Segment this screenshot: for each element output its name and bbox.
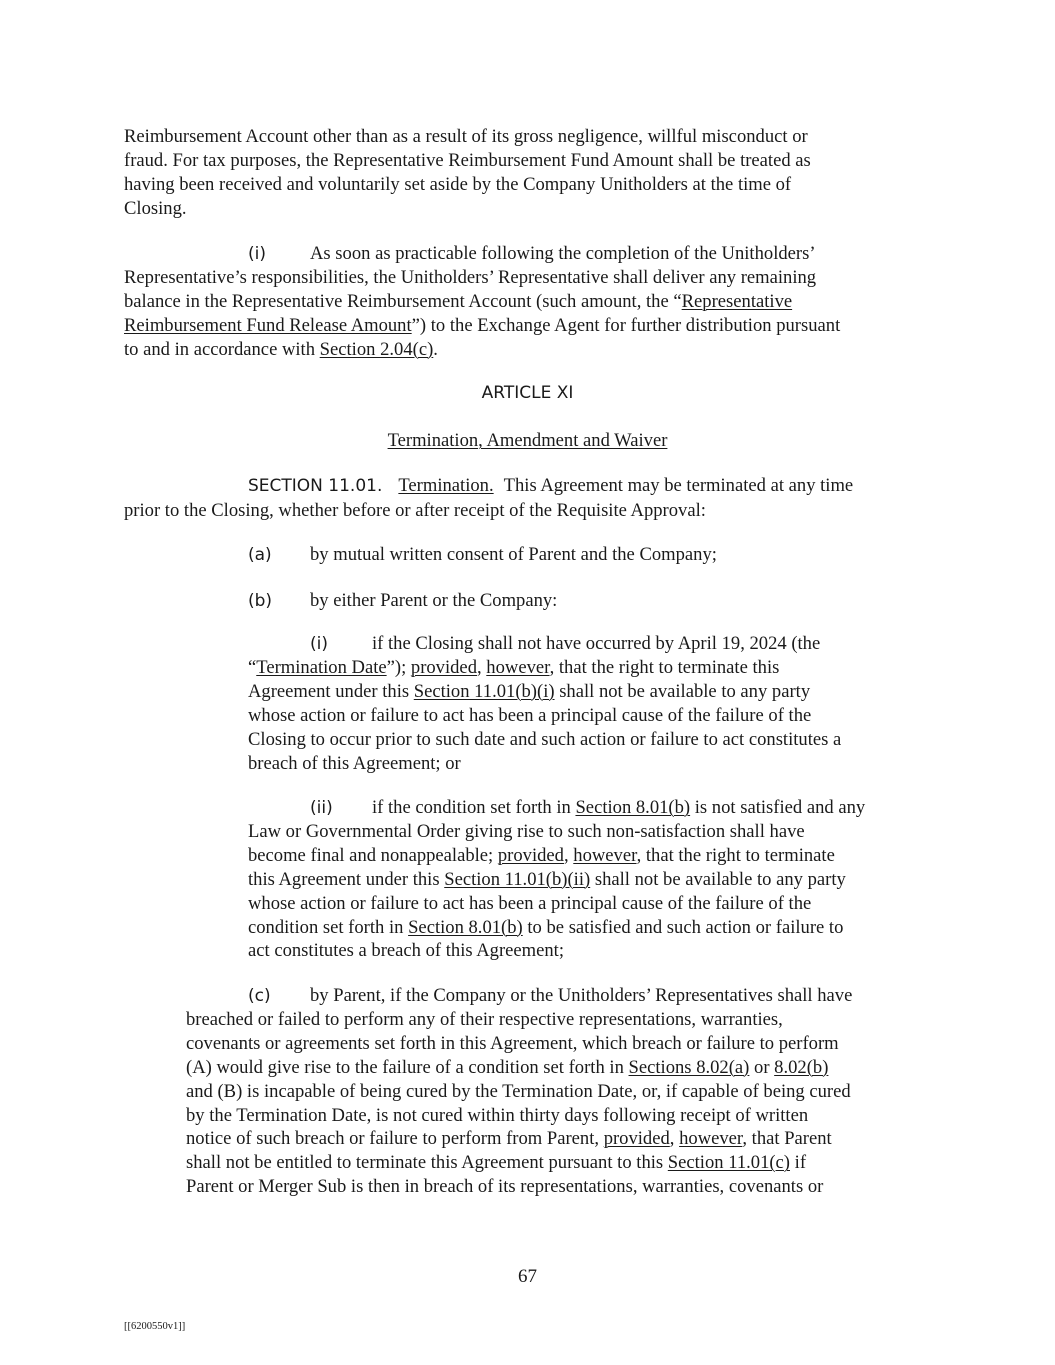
line: prior to the Closing, whether before or after receipt of the Requisite Approval: — [124, 499, 706, 521]
line: notice of such breach or failure to perform from Parent, provided, however, that Parent — [186, 1128, 832, 1150]
defined-term-link: Representative — [681, 290, 793, 312]
line: Parent or Merger Sub is then in breach of its representations, warranties, covenants or — [186, 1176, 824, 1198]
line: shall not be entitled to terminate this Agreement pursuant to this Section 11.01(c) if — [186, 1152, 807, 1174]
clause-b-text: by either Parent or the Company: — [310, 590, 558, 611]
section-number: SECTION 11.01. — [248, 476, 383, 496]
section-11-01 — [124, 474, 853, 523]
defined-term-link: Reimbursement Fund Release Amount — [124, 314, 412, 336]
line: act constitutes a breach of this Agreement; — [248, 940, 564, 962]
line: if the condition set forth in Section 8.01(b) is not satisfied and any — [372, 797, 866, 818]
line: and (B) is incapable of being cured by the Termination Date, or, if capable of being cured — [186, 1080, 851, 1102]
article-number: ARTICLE XI — [481, 383, 574, 403]
line: breached or failed to perform any of their respective representations, warranties, — [186, 1008, 783, 1030]
line: SECTION 11.01. Termination. This Agreement may be terminated at any time — [248, 475, 854, 496]
clause-c — [186, 984, 852, 1199]
defined-term-link: Termination Date — [256, 656, 387, 678]
line: breach of this Agreement; or — [248, 752, 461, 774]
section-reference: Section 8.01(b) — [408, 916, 523, 938]
line: covenants or agreements set forth in this Agreement, which breach or failure to perform — [186, 1032, 839, 1054]
clause-label-b-ii: (ii) — [310, 798, 333, 818]
section-reference: Section 11.01(b)(i) — [413, 680, 555, 702]
line: if the Closing shall not have occurred by April 19, 2024 (the — [372, 633, 821, 654]
line: Representative’s responsibilities, the Unitholders’ Representative shall deliver any remaining — [124, 266, 817, 288]
line: become final and nonappealable; provided, however, that the right to terminate — [248, 844, 835, 866]
section-reference: Section 11.01(c) — [667, 1152, 790, 1174]
line: Closing. — [124, 197, 187, 219]
line: to and in accordance with Section 2.04(c). — [124, 338, 438, 360]
paragraph-intro — [124, 125, 811, 221]
section-reference: Section 2.04(c) — [319, 338, 434, 360]
line: Closing to occur prior to such date and such action or failure to act constitutes a — [248, 728, 842, 750]
line: Reimbursement Account other than as a result of its gross negligence, willful misconduct or — [124, 126, 808, 147]
line: Law or Governmental Order giving rise to such non-satisfaction shall have — [248, 820, 805, 842]
paragraph-i — [124, 242, 840, 362]
clause-a-text: by mutual written consent of Parent and the Company; — [310, 544, 717, 565]
section-heading: Termination. — [398, 475, 494, 496]
section-reference: Sections 8.02(a) — [628, 1056, 750, 1078]
clause-label-i: (i) — [248, 244, 266, 264]
line: by Parent, if the Company or the Unitholders’ Representatives shall have — [310, 985, 853, 1006]
clause-label-c: (c) — [248, 986, 271, 1006]
line: Agreement under this Section 11.01(b)(i) shall not be available to any party — [248, 680, 811, 702]
page-number: 67 — [518, 1266, 537, 1287]
line: by the Termination Date, is not cured within thirty days following receipt of written — [186, 1104, 809, 1126]
line: whose action or failure to act has been a principal cause of the failure of the — [248, 704, 812, 726]
section-reference: 8.02(b) — [774, 1056, 829, 1078]
line: Reimbursement Fund Release Amount”) to the Exchange Agent for further distribution pursuant — [124, 314, 841, 336]
line: whose action or failure to act has been a principal cause of the failure of the — [248, 892, 812, 914]
line: fraud. For tax purposes, the Representative Reimbursement Fund Amount shall be treated as — [124, 149, 811, 171]
clause-label-a: (a) — [248, 545, 272, 565]
clause-b-i — [248, 632, 841, 775]
article-title: Termination, Amendment and Waiver — [387, 430, 668, 451]
clause-b-ii — [248, 796, 865, 963]
line: As soon as practicable following the completion of the Unitholders’ — [310, 243, 816, 264]
line: “Termination Date”); provided, however, that the right to terminate this — [248, 656, 780, 678]
section-reference: Section 8.01(b) — [575, 797, 691, 818]
document-id: [[6200550v1]] — [124, 1321, 186, 1332]
line: (A) would give rise to the failure of a condition set forth in Sections 8.02(a) or 8.02(b) — [186, 1056, 829, 1078]
line: this Agreement under this Section 11.01(b)(ii) shall not be available to any party — [248, 868, 846, 890]
line: balance in the Representative Reimbursement Account (such amount, the “Representative — [124, 290, 793, 312]
clause-label-b-i: (i) — [310, 634, 328, 654]
line: having been received and voluntarily set aside by the Company Unitholders at the time of — [124, 173, 792, 195]
section-reference: Section 11.01(b)(ii) — [444, 868, 591, 890]
clause-label-b: (b) — [248, 591, 273, 611]
line: condition set forth in Section 8.01(b) to be satisfied and such action or failure to — [248, 916, 844, 938]
